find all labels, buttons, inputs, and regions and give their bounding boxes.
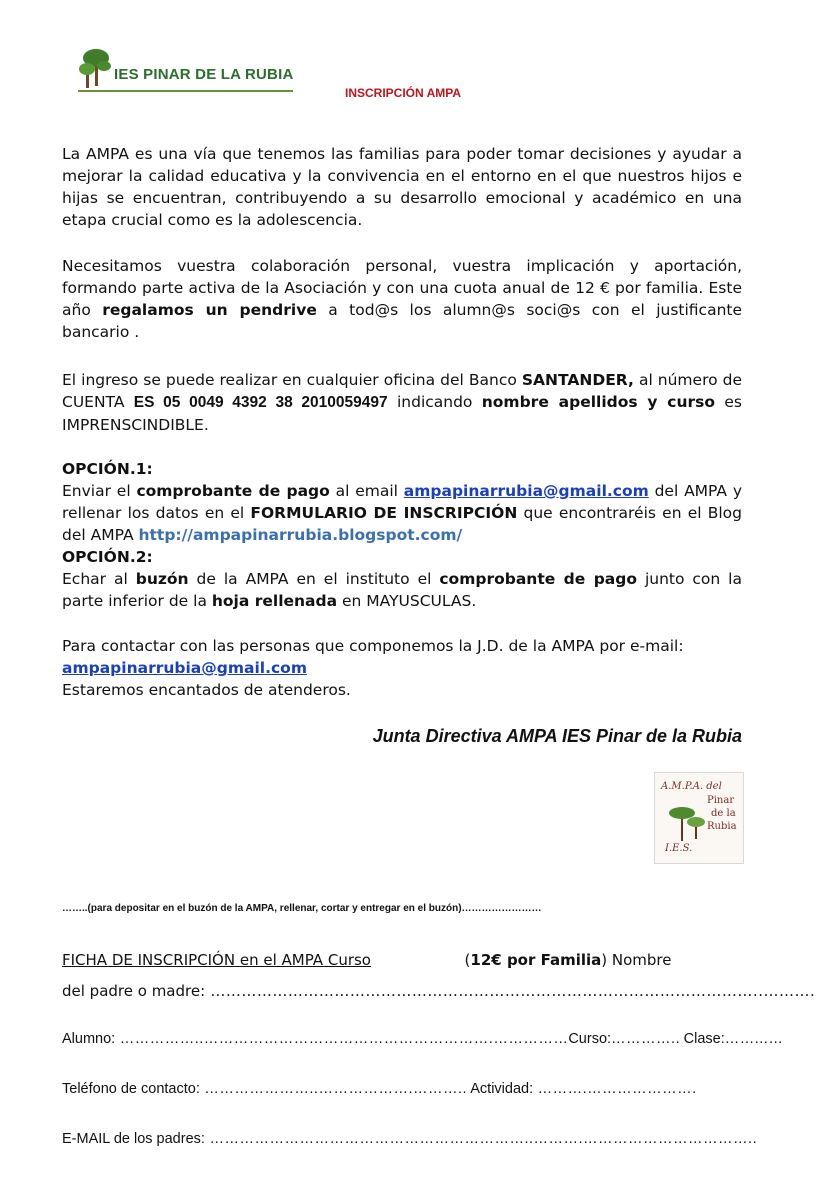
option-2: OPCIÓN.2: Echar al buzón de la AMPA en el instituto el comprobante de pago junto con la parte inferior de la hoja rellenada en MAYUSCULAS. [62,548,742,610]
collaboration-paragraph: Necesitamos vuestra colaboración personal, vuestra implicación y aportación, formando parte activa de la Asociación y con una cuota anual de 12 € por familia. Este año regalamos un pendrive a tod@s los alumn@s soci@s con el justificante bancario . [62,257,743,341]
payment-paragraph: El ingreso se puede realizar en cualquier oficina del Banco SANTANDER, al número de CUENTA ES 05 0049 4392 38 2010059497 indicando nombre apellidos y curso es IMPRENSCINDIBLE. [62,371,743,434]
logo-divider [78,90,293,92]
parent-name-row: del padre o madre: ……………………………………………………………………………………………..………. [62,982,816,1000]
blog-link[interactable]: http://ampapinarrubia.blogspot.com/ [138,526,463,544]
form-title-row: FICHA DE INSCRIPCIÓN en el AMPA Curso (12€ por Familia) Nombre [62,951,672,969]
class-field[interactable]: ……...… [724,1031,784,1047]
activity-field[interactable]: ……….…………………. [533,1081,697,1097]
student-field[interactable]: ……………..………………………………………………….…………… [115,1031,569,1047]
page-title: INSCRIPCIÓN AMPA [345,86,462,100]
ampa-stamp: A.M.P.A. del Pinar de la Rubia I.E.S. [654,772,744,864]
option-1: OPCIÓN.1: Enviar el comprobante de pago al email ampapinarrubia@gmail.com del AMPA y rellenar los datos en el FORMULARIO DE INSCRIPCIÓN que encontraréis en el Blog del AMPA http://ampapinarrubia.blogspot.com/ [62,460,743,544]
contact-email-link[interactable]: ampapinarrubia@gmail.com [62,659,307,677]
phone-row: Teléfono de contacto: …………………..……………….……….. Actividad: ……….…………………. [62,1081,697,1097]
option-1-heading: OPCIÓN.1: [62,460,153,478]
form-title: FICHA DE INSCRIPCIÓN en el AMPA Curso [62,951,371,969]
parents-email-field[interactable]: ………………………………………………………..……….…………………………….. [204,1131,758,1147]
parents-email-row: E-MAIL de los padres: ………………………………………………………..……….…………………………….. [62,1131,758,1147]
student-row: Alumno: ……………..………………………………………………….……………Curso:………….. Clase:……...… [62,1031,784,1047]
signature: Junta Directiva AMPA IES Pinar de la Rubia [372,726,742,746]
tree-icon [78,42,118,92]
course-field[interactable]: …………. [611,1031,676,1047]
logo-text: IES PINAR DE LA RUBIA [114,66,294,83]
intro-paragraph: La AMPA es una vía que tenemos las familias para poder tomar decisiones y ayudar a mejorar la calidad educativa y la convivencia en el entorno en el que nuestros hijos e hijas se encuentran, contribuyendo a su desarrollo emocional y académico en una etapa crucial como es la adolescencia. [62,145,742,229]
parent-name-field[interactable]: ……………………………………………………………………………………………..………. [205,982,816,1000]
school-logo [78,42,293,94]
contact-paragraph: Para contactar con las personas que componemos la J.D. de la AMPA por e-mail: ampapinarrubia@gmail.com Estaremos encantados de atenderos. [62,637,684,699]
form-fee: 12€ por Familia [470,951,602,969]
email-link[interactable]: ampapinarrubia@gmail.com [403,482,649,500]
cut-line: ……..(para depositar en el buzón de la AMPA, rellenar, cortar y entregar en el buzón)…………………… [62,903,542,914]
account-number: ES 05 0049 4392 38 2010059497 [133,394,388,411]
option-2-heading: OPCIÓN.2: [62,548,153,566]
stamp-trees-icon [659,795,709,845]
phone-field[interactable]: …………………..……………….……….. [199,1081,468,1097]
